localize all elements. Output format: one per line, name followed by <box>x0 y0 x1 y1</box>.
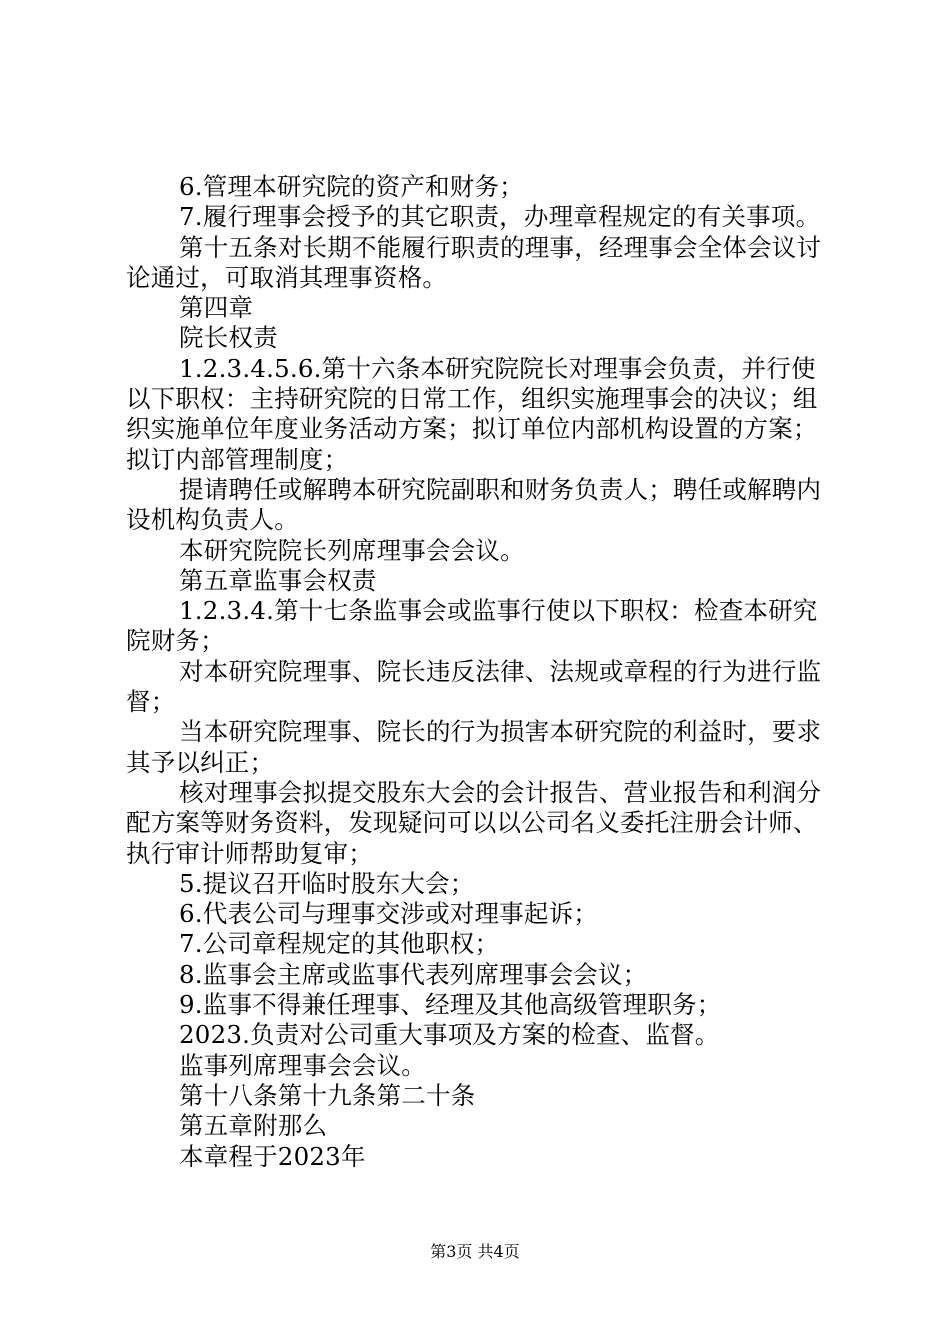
paragraph: 8.监事会主席或监事代表列席理事会会议； <box>179 959 648 989</box>
document-body <box>126 172 838 1172</box>
page-footer <box>0 1242 950 1262</box>
chapter-heading: 第五章监事会权责 <box>179 565 377 595</box>
paragraph: 5.提议召开临时股东大会； <box>179 868 475 898</box>
chapter-title: 院长权责 <box>179 323 278 353</box>
page-number: 第3页 共4页 <box>430 1242 520 1261</box>
paragraph: 6.代表公司与理事交涉或对理事起诉； <box>179 899 598 929</box>
paragraph: 提请聘任或解聘本研究院副职和财务负责人；聘任或解聘内设机构负责人。 <box>126 474 822 535</box>
chapter-heading: 第四章 <box>179 293 254 323</box>
paragraph: 核对理事会拟提交股东大会的会计报告、营业报告和利润分配方案等财务资料，发现疑问可以以公司名义委托注册会计师、执行审计师帮助复审； <box>126 777 822 868</box>
paragraph: 当本研究院理事、院长的行为损害本研究院的利益时，要求其予以纠正； <box>126 717 822 777</box>
paragraph: 7.公司章程规定的其他职权； <box>179 929 500 959</box>
paragraph: 6.管理本研究院的资产和财务； <box>179 172 524 201</box>
paragraph: 9.监事不得兼任理事、经理及其他高级管理职务； <box>179 990 722 1020</box>
paragraph: 本研究院院长列席理事会会议。 <box>179 535 525 565</box>
paragraph: 1.2.3.4.5.6.第十六条本研究院院长对理事会负责，并行使以下职权：主持研究院的日常工作，组织实施理事会的决议；组织实施单位年度业务活动方案；拟订单位内部机构设置的方案；拟订内部管理制度； <box>126 353 818 474</box>
paragraph: 本章程于2023年 <box>179 1141 366 1171</box>
paragraph: 对本研究院理事、院长违反法律、法规或章程的行为进行监督； <box>126 656 822 717</box>
chapter-heading: 第五章附那么 <box>179 1111 328 1141</box>
paragraph: 监事列席理事会会议。 <box>179 1050 426 1080</box>
paragraph: 7.履行理事会授予的其它职责，办理章程规定的有关事项。 <box>179 202 821 232</box>
paragraph: 第十八条第十九条第二十条 <box>179 1080 476 1110</box>
paragraph: 1.2.3.4.第十七条监事会或监事行使以下职权：检查本研究院财务； <box>126 596 818 656</box>
paragraph: 2023.负责对公司重大事项及方案的检查、监督。 <box>179 1020 720 1050</box>
paragraph: 第十五条对长期不能履行职责的理事，经理事会全体会议讨论通过，可取消其理事资格。 <box>126 232 822 292</box>
